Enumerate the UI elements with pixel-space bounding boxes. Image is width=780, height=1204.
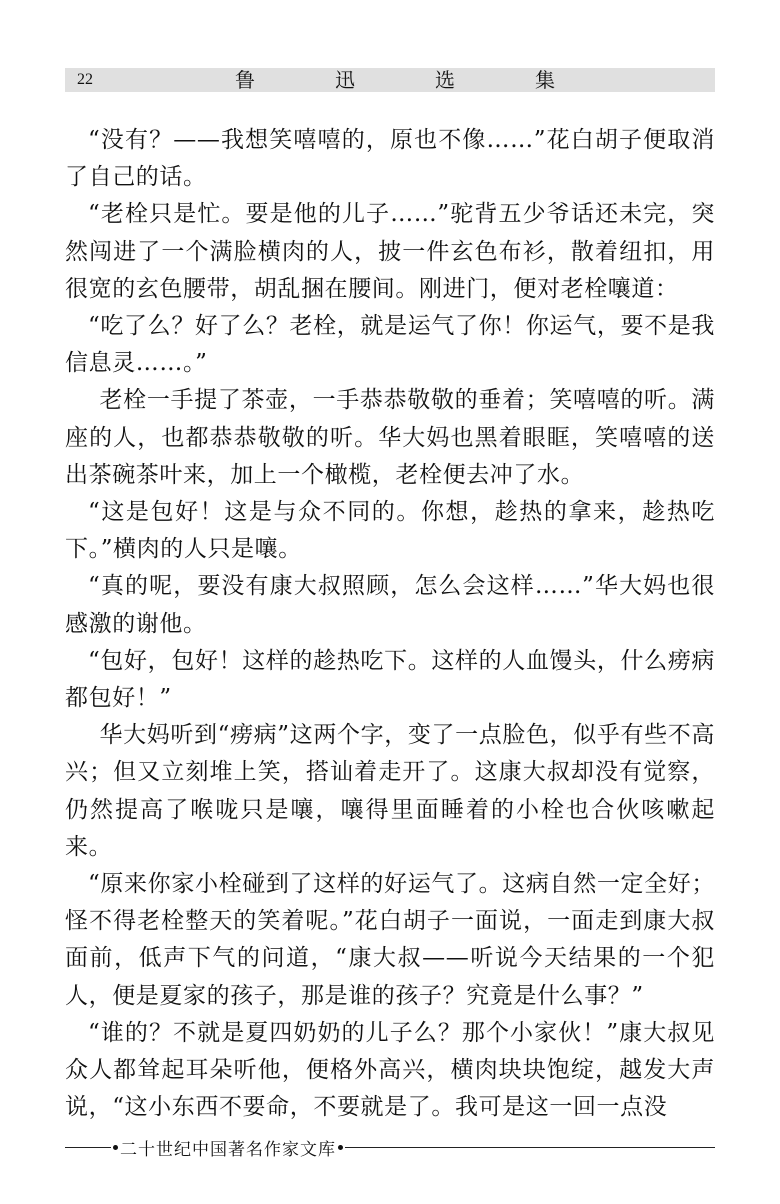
body-text (65, 122, 715, 1126)
paragraph: “老栓只是忙。要是他的儿子……”驼背五少爷话还未完，突然闯进了一个满脸横肉的人，披一件玄色布衫，散着纽扣，用很宽的玄色腰带，胡乱捆在腰间。刚进门，便对老栓嚷道： (65, 201, 715, 302)
series-footer (65, 1132, 715, 1162)
bullet-dot-icon (113, 1145, 118, 1150)
paragraph: “这是包好！这是与众不同的。你想，趁热的拿来，趁热吃下。”横肉的人只是嚷。 (65, 499, 715, 563)
bullet-dot-icon (338, 1145, 343, 1150)
paragraph: “原来你家小栓碰到了这样的好运气了。这病自然一定全好；怪不得老栓整天的笑着呢。”花白胡子一面说，一面走到康大叔面前，低声下气的问道，“康大叔——听说今天结果的一个犯人，便是夏家的孩子，那是谁的孩子？究竟是什么事？” (65, 871, 715, 1009)
footer-rule-right (345, 1147, 715, 1148)
book-title-char: 选 (435, 68, 455, 92)
book-title (235, 68, 555, 92)
paragraph: “真的呢，要没有康大叔照顾，怎么会这样……”华大妈也很感激的谢他。 (65, 573, 715, 637)
book-title-char: 迅 (335, 68, 355, 92)
paragraph: “谁的？不就是夏四奶奶的儿子么？那个小家伙！”康大叔见众人都耸起耳朵听他，便格外高兴，横肉块块饱绽，越发大声说，“这小东西不要命，不要就是了。我可是这一回一点没 (65, 1019, 715, 1121)
paragraph: 老栓一手提了茶壶，一手恭恭敬敬的垂着；笑嘻嘻的听。满座的人，也都恭恭敬敬的听。华大妈也黑着眼眶，笑嘻嘻的送出茶碗茶叶来，加上一个橄榄，老栓便去冲了水。 (65, 387, 715, 488)
book-title-char: 鲁 (235, 68, 255, 92)
footer-rule-left (65, 1147, 111, 1148)
running-header (65, 68, 715, 92)
paragraph: 华大妈听到“痨病”这两个字，变了一点脸色，似乎有些不高兴；但又立刻堆上笑，搭讪着走开了。这康大叔却没有觉察，仍然提高了喉咙只是嚷，嚷得里面睡着的小栓也合伙咳嗽起来。 (65, 722, 715, 860)
page-number: 22 (77, 71, 93, 88)
paragraph: “吃了么？好了么？老栓，就是运气了你！你运气，要不是我信息灵……。” (65, 313, 715, 377)
series-name: 二十世纪中国著名作家文库 (120, 1139, 336, 1160)
book-title-char: 集 (535, 68, 555, 92)
paragraph: “没有？——我想笑嘻嘻的，原也不像……”花白胡子便取消了自己的话。 (65, 127, 715, 191)
paragraph: “包好，包好！这样的趁热吃下。这样的人血馒头，什么痨病都包好！” (65, 647, 715, 712)
